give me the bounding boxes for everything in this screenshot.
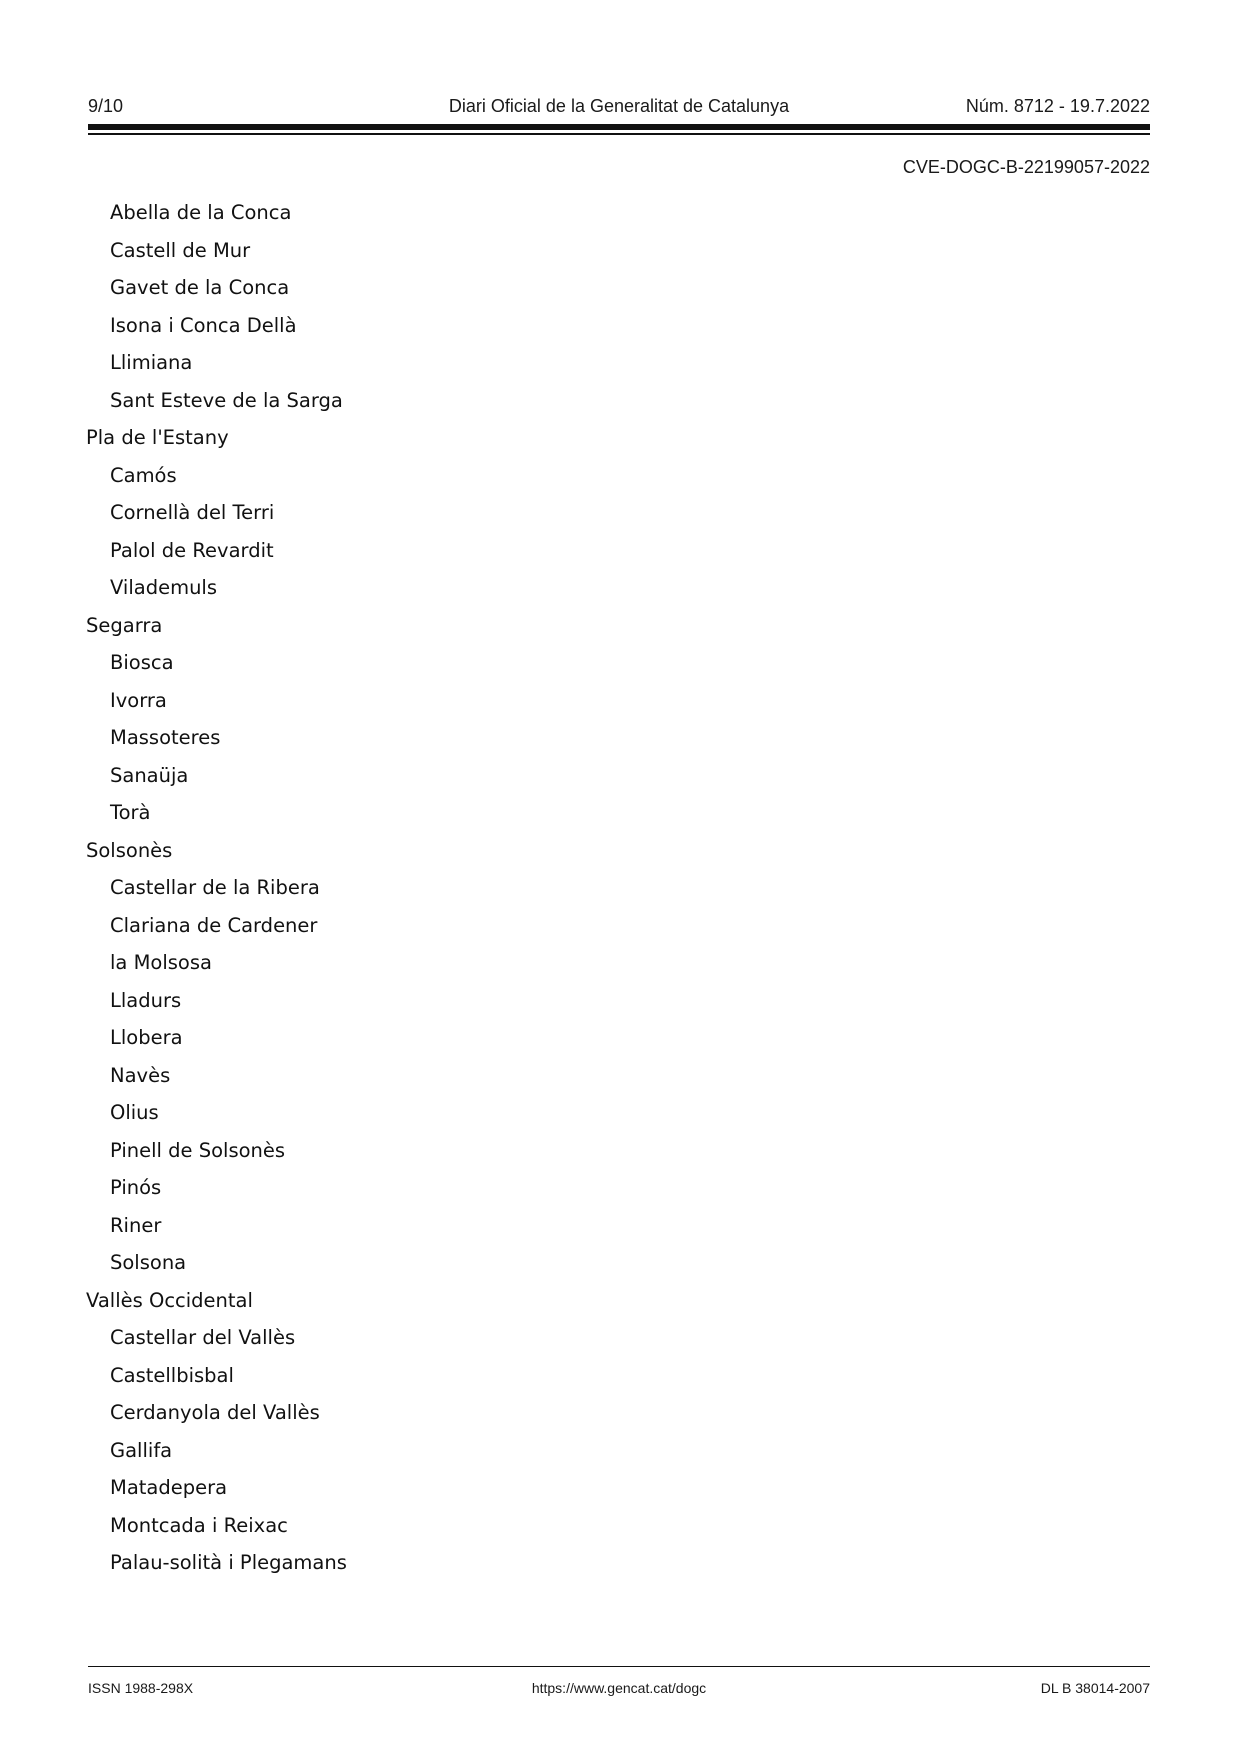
comarca-heading: Vallès Occidental <box>86 1288 253 1312</box>
municipality-item: Massoteres <box>110 726 221 749</box>
document-code: CVE-DOGC-B-22199057-2022 <box>902 157 1150 177</box>
footer-url[interactable]: https://www.gencat.cat/dogc <box>531 1680 707 1696</box>
issue-number-date: Núm. 8712 - 19.7.2022 <box>965 96 1150 116</box>
municipality-item: Riner <box>110 1213 162 1237</box>
municipality-item: la Molsosa <box>110 951 212 974</box>
municipality-item: Vilademuls <box>110 576 218 599</box>
municipality-item: Castellbisbal <box>110 1363 234 1387</box>
header-rule-thick <box>88 124 1150 130</box>
municipality-item: Camós <box>110 463 177 487</box>
municipality-item: Sanaüja <box>110 763 189 787</box>
municipality-item: Solsona <box>110 1251 187 1274</box>
municipality-item: Montcada i Reixac <box>110 1513 288 1537</box>
page-footer <box>88 1680 1150 1700</box>
municipality-item: Gavet de la Conca <box>110 276 290 299</box>
municipality-item: Pinós <box>110 1176 162 1199</box>
header-rule-thin <box>88 133 1150 135</box>
municipality-item: Matadepera <box>110 1476 228 1499</box>
municipality-item: Clariana de Cardener <box>110 913 318 937</box>
municipality-item: Lladurs <box>110 988 182 1012</box>
comarca-heading: Solsonès <box>86 838 173 862</box>
municipality-list <box>86 194 786 1582</box>
legal-deposit: DL B 38014-2007 <box>1040 1680 1150 1696</box>
municipality-item: Olius <box>110 1101 159 1124</box>
municipality-item: Castell de Mur <box>110 238 251 262</box>
comarca-heading: Segarra <box>86 613 163 637</box>
municipality-item: Palol de Revardit <box>110 538 274 562</box>
page-header <box>88 96 1150 120</box>
comarca-heading: Pla de l'Estany <box>86 426 229 449</box>
municipality-item: Isona i Conca Dellà <box>110 313 297 337</box>
municipality-item: Palau-solità i Plegamans <box>110 1551 347 1574</box>
municipality-item: Llimiana <box>110 351 193 374</box>
municipality-item: Pinell de Solsonès <box>110 1138 286 1162</box>
municipality-item: Gallifa <box>110 1438 173 1462</box>
municipality-item: Torà <box>110 801 151 824</box>
municipality-item: Llobera <box>110 1026 183 1049</box>
municipality-item: Castellar del Vallès <box>110 1326 296 1349</box>
municipality-item: Abella de la Conca <box>110 201 292 224</box>
footer-rule <box>88 1666 1150 1667</box>
municipality-item: Castellar de la Ribera <box>110 876 320 899</box>
municipality-item: Sant Esteve de la Sarga <box>110 388 343 412</box>
municipality-item: Biosca <box>110 651 174 674</box>
municipality-item: Cornellà del Terri <box>110 501 275 524</box>
municipality-item: Cerdanyola del Vallès <box>110 1401 320 1424</box>
municipality-item: Navès <box>110 1063 171 1087</box>
page-number: 9/10 <box>88 96 124 116</box>
municipality-item: Ivorra <box>110 688 167 712</box>
issn: ISSN 1988-298X <box>88 1680 194 1696</box>
journal-title: Diari Oficial de la Generalitat de Catalunya <box>448 96 790 116</box>
